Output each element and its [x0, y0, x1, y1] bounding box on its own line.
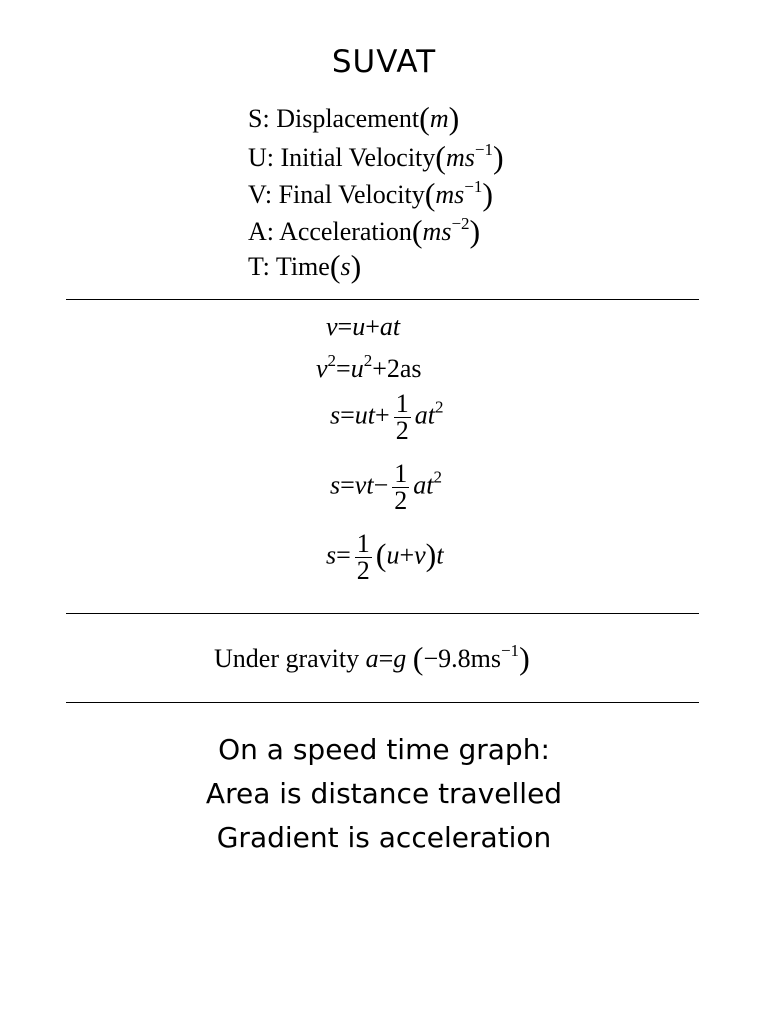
definition-letter: T [248, 252, 263, 281]
definition-row-s: S: Displacement(m) [248, 100, 460, 136]
definition-letter: U [248, 143, 267, 172]
definition-letter: V [248, 180, 265, 209]
equation-v2-u2-2as: $v^2=u^2+2as$ [316, 351, 422, 383]
definition-unit: ms [422, 217, 452, 246]
definition-letter: A [248, 217, 267, 246]
definition-row-t: T: Time(s) [248, 248, 362, 284]
definition-unit: ms [445, 143, 475, 172]
graph-notes [0, 728, 768, 860]
definition-unit: ms [435, 180, 465, 209]
definition-row-v: V: Final $Velocity(ms^{-1})$ [248, 176, 494, 212]
equation-v-u-at: v=u+at [326, 312, 401, 341]
definition-row-a: A: $Acceleration(ms^{-2})$ [248, 213, 481, 249]
equation-s-ut-half-at2: s=ut+ $\frac{1}{2}$ $at^2$ [330, 389, 444, 445]
divider [66, 613, 699, 614]
definition-row-u: U: Initial $Velocity(ms^{-1})$ [248, 139, 504, 175]
definition-name: Displacement [276, 104, 420, 133]
definition-exponent: −1 [464, 177, 483, 196]
gravity-note: Under gravity a=g $(-9.8ms^{-1})$ [214, 640, 530, 676]
equation-s-vt-half-at2: s=vt− $\frac{1}{2}$ $at^2$ [330, 459, 442, 515]
definition-name: Final Velocity [278, 180, 425, 209]
definition-name: Time [275, 252, 330, 281]
page-title: SUVAT [331, 44, 437, 80]
gravity-label: Under gravity [214, 644, 360, 673]
definition-unit: m [429, 104, 449, 133]
definition-letter: S [248, 104, 263, 133]
definition-unit: s [340, 252, 351, 281]
note-line: Gradient is acceleration [216, 821, 552, 854]
divider [66, 702, 699, 703]
gravity-value: −9.8ms [423, 644, 501, 673]
gravity-exponent: −1 [500, 641, 520, 660]
definition-exponent: −2 [451, 214, 470, 233]
divider [66, 299, 699, 300]
definition-exponent: −1 [474, 140, 493, 159]
definition-name: Acceleration [279, 217, 412, 246]
equation-s-half-u-v-t: s= $\frac{1}{2}$ (u+v)t [326, 529, 444, 585]
note-line: On a speed time graph: [218, 733, 550, 766]
note-line: Area is distance travelled [205, 777, 563, 810]
definition-name: Initial Velocity [280, 143, 436, 172]
